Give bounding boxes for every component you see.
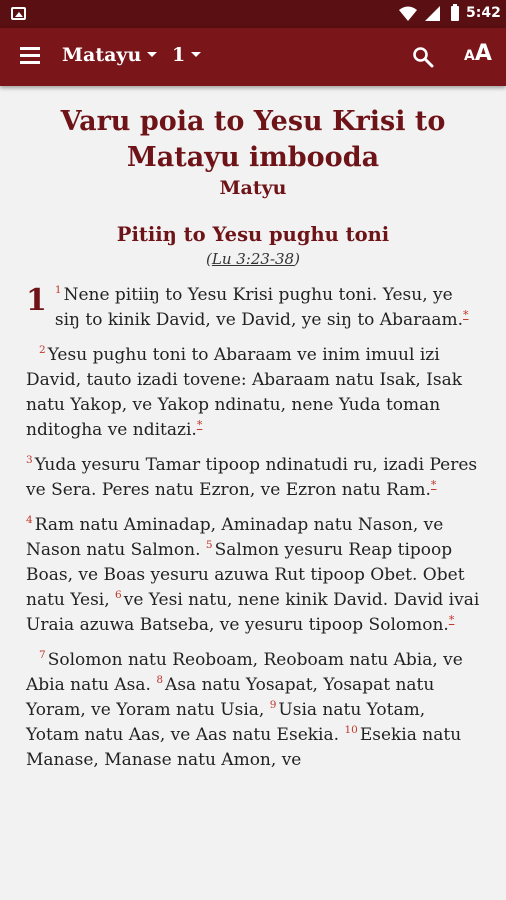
verse-number[interactable]: 4 bbox=[26, 514, 33, 527]
status-time: 5:42 bbox=[466, 5, 501, 21]
verse-text[interactable]: Asa natu Yosapat, Yosapat natu Yoram, ve Yoram natu Usia, bbox=[26, 675, 435, 720]
verse-text[interactable]: Usia natu Yotam, Yotam natu Aas, ve Aas natu Esekia. bbox=[26, 700, 426, 745]
verse-text[interactable]: Esekia natu Manase, Manase natu Amon, ve bbox=[26, 725, 462, 770]
verse-number[interactable]: 5 bbox=[205, 539, 213, 552]
verse-number[interactable]: 8 bbox=[156, 674, 164, 687]
chapter-content[interactable] bbox=[0, 86, 506, 900]
parallel-reference: (Lu 3:23-38) bbox=[206, 250, 300, 268]
verse-number[interactable]: 2 bbox=[39, 344, 46, 357]
footnote-marker[interactable]: * bbox=[448, 613, 455, 627]
image-icon bbox=[11, 7, 26, 20]
verse-number[interactable]: 3 bbox=[26, 454, 33, 467]
verse-text[interactable]: Ram natu Aminadap, Aminadap natu Nason, ve Nason natu Salmon. bbox=[26, 515, 444, 560]
chapter-label: 1 bbox=[172, 44, 186, 66]
paragraph bbox=[26, 648, 480, 773]
app-toolbar bbox=[0, 28, 506, 86]
search-icon[interactable] bbox=[412, 46, 434, 68]
verse-number[interactable]: 9 bbox=[269, 699, 277, 712]
book-subtitle: Matyu bbox=[219, 177, 287, 199]
chapter-number: 1 bbox=[26, 283, 47, 318]
verse-text[interactable]: Nene pitiiŋ to Yesu Krisi pughu toni. Yesu, ye siŋ to kinik David, ve David, ye siŋ to Abaraam. bbox=[54, 285, 464, 330]
verse-number[interactable]: 1 bbox=[54, 284, 62, 297]
paragraph bbox=[26, 283, 480, 333]
book-title: Varu poia to Yesu Krisi to Matayu imbooda bbox=[60, 106, 446, 173]
caret-down-icon bbox=[191, 52, 201, 57]
paragraph bbox=[26, 343, 480, 443]
section-heading: Pitiiŋ to Yesu pughu toni bbox=[116, 223, 390, 246]
battery-icon bbox=[451, 6, 459, 21]
chapter-selector[interactable] bbox=[172, 44, 201, 66]
verse-text[interactable]: Yesu pughu toni to Abaraam ve inim imuul izi David, tauto izadi tovene: Abaraam natu Isak, Isak natu Yakop, ve Yakop ndinatu, nene Yuda toman nditogha ve nditazi. bbox=[26, 345, 463, 440]
footnote-marker[interactable]: * bbox=[463, 308, 469, 322]
text-size-icon[interactable]: AA bbox=[464, 41, 492, 66]
paragraph bbox=[26, 513, 480, 638]
footnote-marker[interactable]: * bbox=[196, 418, 203, 432]
verse-text[interactable]: Yuda yesuru Tamar tipoop ndinatudi ru, izadi Peres ve Sera. Peres natu Ezron, ve Ezron natu Ram. bbox=[26, 455, 478, 500]
status-bar bbox=[0, 0, 506, 28]
book-name: Matayu bbox=[62, 44, 142, 66]
caret-down-icon bbox=[147, 52, 157, 57]
verse-text[interactable]: Solomon natu Reoboam, Reoboam natu Abia, ve Abia natu Asa. bbox=[26, 650, 463, 695]
book-selector[interactable] bbox=[62, 44, 157, 66]
signal-icon bbox=[425, 6, 440, 21]
menu-icon[interactable] bbox=[20, 47, 40, 63]
wifi-icon bbox=[399, 6, 417, 21]
verse-number[interactable]: 6 bbox=[115, 589, 122, 602]
paragraph bbox=[26, 453, 480, 503]
verse-number[interactable]: 10 bbox=[344, 724, 358, 737]
verse-text[interactable]: Salmon yesuru Reap tipoop Boas, ve Boas yesuru azuwa Rut tipoop Obet. Obet natu Yesi, bbox=[26, 540, 465, 610]
parallel-reference-link[interactable]: Lu 3:23-38 bbox=[211, 250, 295, 268]
footnote-marker[interactable]: * bbox=[430, 478, 437, 492]
verse-number[interactable]: 7 bbox=[39, 649, 46, 662]
verse-text[interactable]: ve Yesi natu, nene kinik David. David ivai Uraia azuwa Batseba, ve yesuru tipoop Solomon. bbox=[26, 590, 480, 635]
